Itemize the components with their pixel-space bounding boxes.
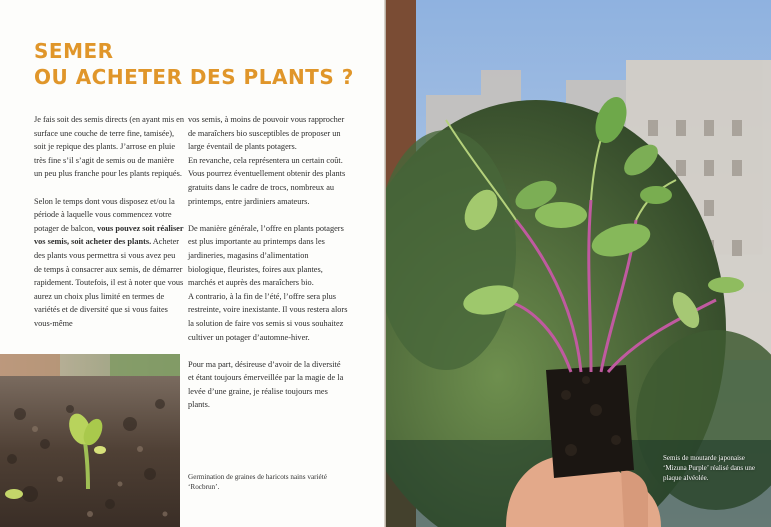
mizuna-seedlings-illustration <box>386 0 771 527</box>
paragraph: A contrario, à la fin de l’été, l’offre sera plus restreinte, voire inexistante. Il vous restera alors la solution de faire vos semis si vous souhaitez cultiver un potager d’automne-hiver. <box>188 291 348 342</box>
emphasis-text: vous pouvez soit réaliser vos semis, soit acheter des plants. <box>34 223 184 247</box>
text-column-2 <box>188 113 348 426</box>
paragraph: Je fais soit des semis directs (en ayant mis en surface une couche de terre fine, tamisée), soit je repique des plants. J’arrose en pluie très fine s’il s’agit de semis ou de manière un peu plus franche pour les plants repiqués. <box>34 115 185 179</box>
paragraph-text: vos semis, à moins de pouvoir vous rapprocher de maraîchers bio susceptibles de proposer un large éventail de plants potagers. <box>188 115 345 152</box>
bean-seedling-illustration <box>0 354 180 527</box>
photo-caption-left: Germination de graines de haricots nains variété ‘Rocbrun’. <box>188 473 327 491</box>
mizuna-seedlings-photo <box>386 0 771 527</box>
title-line-1: SEMER <box>34 39 114 63</box>
paragraph: En revanche, cela représentera un certain coût. Vous pourrez éventuellement obtenir des plants gratuits dans le cadre de trocs, nombreux au printemps, entre jardiniers amateurs. <box>188 155 346 206</box>
paragraph <box>188 113 348 154</box>
paragraph-text: Acheter des plants vous permettra si vous avez peu de temps à consacrer aux semis, de démarrer rapidement. Toutefois, il est à noter que vous aurez un choix plus limité en termes de variétés et de diversité que si vous faites vous-même <box>34 237 184 328</box>
paragraph: Pour ma part, désireuse d’avoir de la diversité et étant toujours émerveillée par la magie de la levée d’une graine, je réalise toujours mes plants. <box>188 359 344 410</box>
photo-caption-right: Semis de moutarde japonaise ‘Mizuna Purple’ réalisé dans une plaque alvéolée. <box>663 454 756 482</box>
paragraph <box>34 195 184 331</box>
bean-seedling-photo <box>0 354 180 527</box>
paragraph: De manière générale, l’offre en plants potagers est plus importante au printemps dans les jardineries, magasins d’alimentation biologique, fleuristes, foires aux plantes, marchés et auprès des maraîchers bio. <box>188 223 344 288</box>
page-title <box>34 38 354 90</box>
paragraph-text: Selon le temps dont vous disposez et/ou la période à laquelle vous commencez votre potager de balcon, <box>34 196 175 233</box>
text-column-1 <box>34 113 184 344</box>
title-line-2: OU ACHETER DES PLANTS ? <box>34 65 354 89</box>
